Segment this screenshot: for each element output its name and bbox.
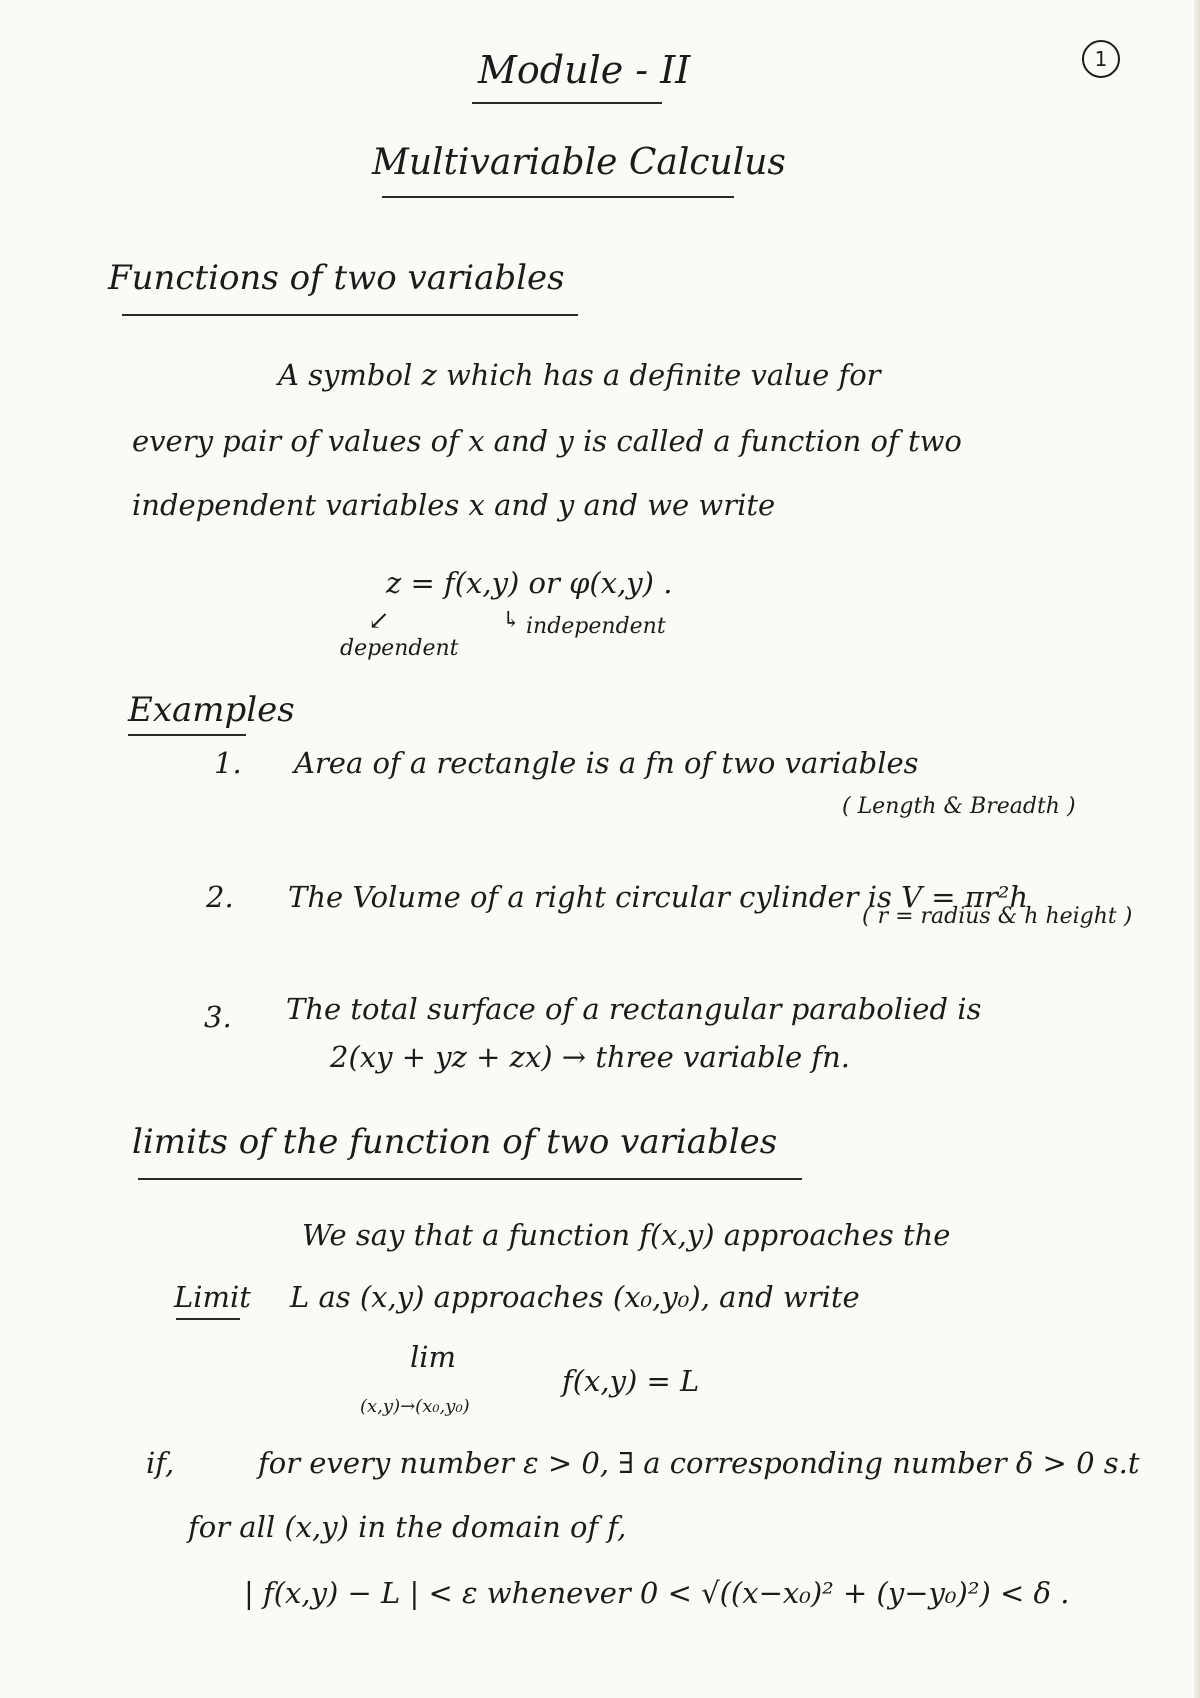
example-text: The Volume of a right circular cylinder is V = πr²h bbox=[288, 880, 1029, 914]
subject-title-underline bbox=[382, 196, 734, 198]
lim-subscript: (x,y)→(x₀,y₀) bbox=[360, 1396, 470, 1417]
example-note: 2(xy + yz + zx) → three variable fn. bbox=[330, 1040, 851, 1074]
page-edge bbox=[1194, 0, 1200, 1698]
arrow-down-left-icon: ↙ bbox=[368, 606, 390, 636]
lim-word: lim bbox=[410, 1340, 457, 1374]
dependent-label: dependent bbox=[340, 636, 459, 661]
function-formula: z = f(x,y) or φ(x,y) . bbox=[386, 566, 673, 600]
example-number: 3. bbox=[204, 1000, 232, 1034]
module-title-underline bbox=[472, 102, 662, 104]
para-line: independent variables x and y and we write bbox=[132, 488, 776, 522]
example-text: Area of a rectangle is a fn of two variables bbox=[294, 746, 919, 780]
limit-word-underline bbox=[176, 1318, 240, 1320]
if-word: if, bbox=[146, 1446, 175, 1480]
page-number bbox=[1082, 40, 1120, 78]
example-note: ( r = radius & h height ) bbox=[862, 904, 1133, 929]
para-line: every pair of values of x and y is called a function of two bbox=[132, 424, 962, 458]
arrow-down-right-icon: ↳ bbox=[502, 608, 521, 633]
para-line: L as (x,y) approaches (x₀,y₀), and write bbox=[290, 1280, 860, 1314]
example-text: The total surface of a rectangular parabolied is bbox=[286, 992, 982, 1026]
section-heading-limits: limits of the function of two variables bbox=[132, 1122, 778, 1162]
section-heading-limits-underline bbox=[138, 1178, 802, 1180]
para-line: We say that a function f(x,y) approaches the bbox=[302, 1218, 951, 1252]
condition-line: | f(x,y) − L | < ε whenever 0 < √((x−x₀)² + (y−y₀)²) < δ . bbox=[244, 1576, 1070, 1610]
subject-title: Multivariable Calculus bbox=[372, 142, 786, 183]
condition-line: for every number ε > 0, ∃ a corresponding number δ > 0 s.t bbox=[258, 1446, 1140, 1480]
section-heading-functions-underline bbox=[122, 314, 578, 316]
example-number: 2. bbox=[206, 880, 234, 914]
condition-line: for all (x,y) in the domain of f, bbox=[188, 1510, 627, 1544]
page-number-text: 1 bbox=[1094, 47, 1108, 71]
para-line: A symbol z which has a definite value for bbox=[278, 358, 881, 392]
example-note: ( Length & Breadth ) bbox=[842, 794, 1076, 819]
limit-word: Limit bbox=[174, 1280, 251, 1314]
example-number: 1. bbox=[214, 746, 242, 780]
module-title: Module - II bbox=[478, 48, 691, 92]
section-heading-functions: Functions of two variables bbox=[108, 258, 565, 298]
examples-heading: Examples bbox=[128, 690, 295, 730]
examples-heading-underline bbox=[128, 734, 246, 736]
independent-label: independent bbox=[526, 614, 666, 639]
lim-expression: f(x,y) = L bbox=[562, 1364, 700, 1398]
